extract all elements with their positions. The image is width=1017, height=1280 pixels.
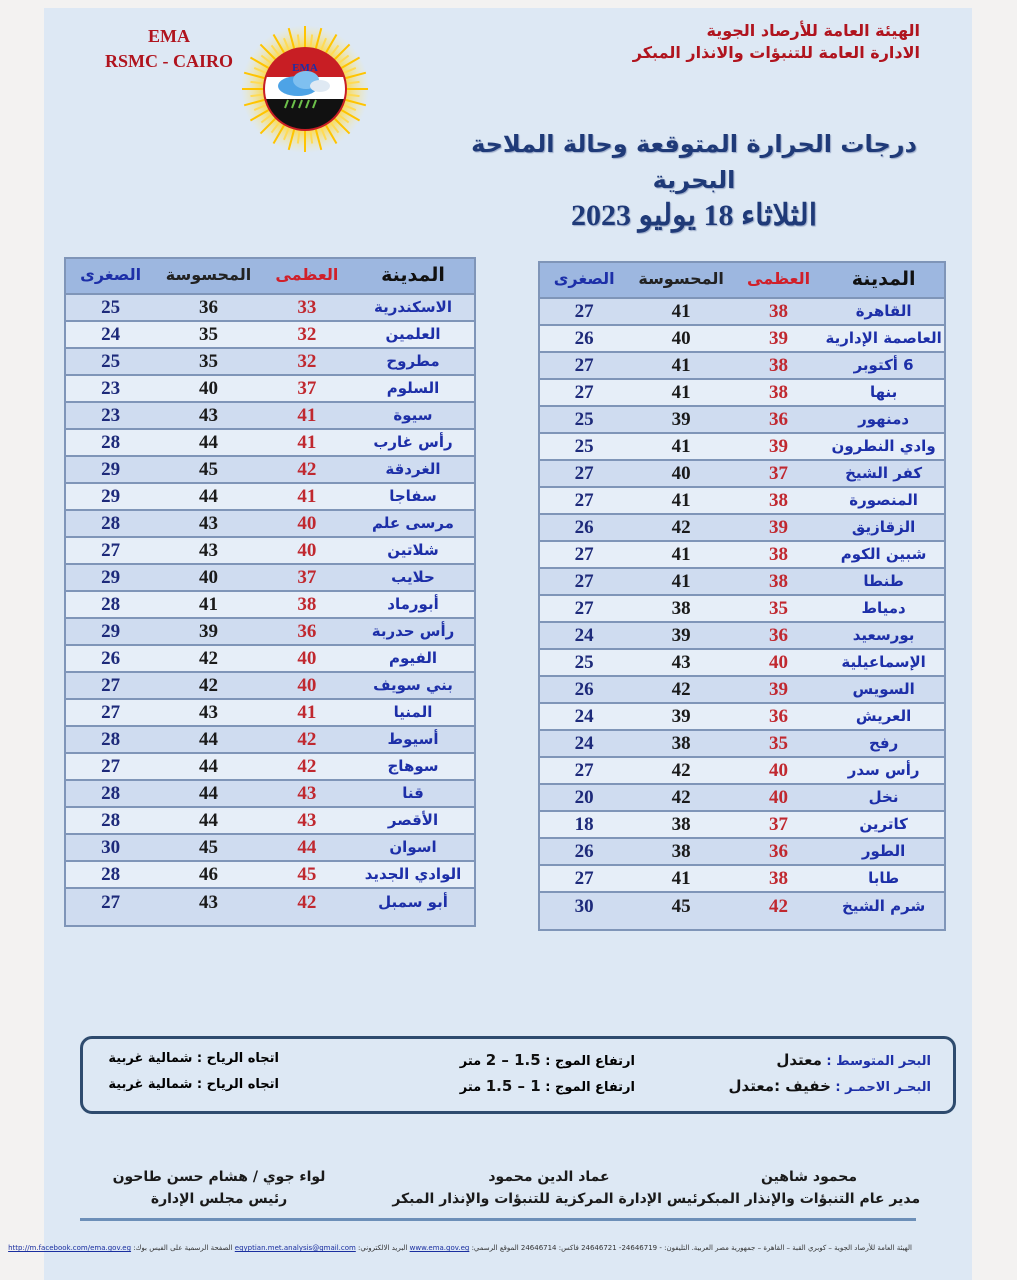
- city-cell: الغردقة: [352, 456, 475, 483]
- max-temp-cell: 40: [262, 510, 352, 537]
- city-cell: حلايب: [352, 564, 475, 591]
- min-temp-cell: 23: [65, 375, 155, 402]
- feels-like-cell: 35: [155, 348, 262, 375]
- city-cell: بورسعيد: [823, 622, 945, 649]
- table-row: [539, 406, 945, 433]
- min-temp-cell: 27: [539, 568, 628, 595]
- table-row: [539, 298, 945, 325]
- footer-contact: [8, 1244, 912, 1252]
- footer-address: الهيئة العامة للأرصاد الجوية – كوبري القبة – القاهرة – جمهورية مصر العربية. التليفون: - 24646719- 24646721 فاكس: 24646714 الموقع الرسمي:: [471, 1244, 912, 1252]
- feels-like-cell: 44: [155, 483, 262, 510]
- facebook-link[interactable]: http://m.facebook.com/ema.gov.eg: [8, 1244, 132, 1252]
- min-temp-cell: 29: [65, 483, 155, 510]
- table-row: [65, 591, 475, 618]
- min-temp-cell: 27: [65, 753, 155, 780]
- feels-like-cell: 41: [628, 568, 734, 595]
- table-row: [539, 838, 945, 865]
- min-temp-cell: 26: [539, 676, 628, 703]
- feels-like-cell: 44: [155, 807, 262, 834]
- col-max: العظمى: [262, 258, 352, 294]
- website-link[interactable]: www.ema.gov.eg: [409, 1244, 470, 1252]
- city-cell: العاصمة الإدارية: [823, 325, 945, 352]
- max-temp-cell: 35: [734, 730, 823, 757]
- feels-like-cell: 38: [628, 595, 734, 622]
- max-temp-cell: 38: [734, 865, 823, 892]
- min-temp-cell: 30: [539, 892, 628, 930]
- city-cell: الاسكندرية: [352, 294, 475, 321]
- min-temp-cell: 26: [539, 514, 628, 541]
- feels-like-cell: 42: [155, 672, 262, 699]
- feels-like-cell: 40: [628, 325, 734, 352]
- city-cell: رأس حدربة: [352, 618, 475, 645]
- city-cell: كفر الشيخ: [823, 460, 945, 487]
- signature-forecast-director: [694, 1166, 924, 1210]
- city-cell: العلمين: [352, 321, 475, 348]
- city-cell: المنيا: [352, 699, 475, 726]
- city-cell: الطور: [823, 838, 945, 865]
- city-cell: الزقازيق: [823, 514, 945, 541]
- wave-label: ارتفاع الموج :: [545, 1080, 635, 1095]
- max-temp-cell: 38: [734, 487, 823, 514]
- max-temp-cell: 40: [734, 757, 823, 784]
- table-header: [539, 262, 945, 298]
- feels-like-cell: 40: [628, 460, 734, 487]
- city-cell: رفح: [823, 730, 945, 757]
- table-row: [539, 514, 945, 541]
- table-row: [539, 379, 945, 406]
- min-temp-cell: 27: [539, 595, 628, 622]
- col-max: العظمى: [734, 262, 823, 298]
- max-temp-cell: 41: [262, 483, 352, 510]
- table-row: [539, 460, 945, 487]
- table-row: [539, 730, 945, 757]
- city-cell: المنصورة: [823, 487, 945, 514]
- min-temp-cell: 27: [539, 352, 628, 379]
- wave-unit: متر: [459, 1054, 482, 1069]
- table-row: [65, 375, 475, 402]
- max-temp-cell: 43: [262, 807, 352, 834]
- table-row: [65, 726, 475, 753]
- table-row: [539, 541, 945, 568]
- wave-value: 1.5 – 2: [485, 1051, 541, 1069]
- feels-like-cell: 41: [628, 865, 734, 892]
- max-temp-cell: 37: [734, 811, 823, 838]
- feels-like-cell: 41: [155, 591, 262, 618]
- max-temp-cell: 39: [734, 514, 823, 541]
- max-temp-cell: 36: [734, 406, 823, 433]
- feels-like-cell: 42: [628, 514, 734, 541]
- max-temp-cell: 36: [734, 838, 823, 865]
- city-cell: أسيوط: [352, 726, 475, 753]
- feels-like-cell: 41: [628, 487, 734, 514]
- feels-like-cell: 44: [155, 429, 262, 456]
- max-temp-cell: 32: [262, 321, 352, 348]
- col-min: الصغرى: [65, 258, 155, 294]
- max-temp-cell: 37: [734, 460, 823, 487]
- min-temp-cell: 25: [539, 433, 628, 460]
- min-temp-cell: 27: [539, 865, 628, 892]
- max-temp-cell: 38: [262, 591, 352, 618]
- wave-label: ارتفاع الموج :: [545, 1054, 635, 1069]
- table-row: [539, 568, 945, 595]
- min-temp-cell: 27: [539, 487, 628, 514]
- col-feels: المحسوسة: [628, 262, 734, 298]
- table-row: [539, 811, 945, 838]
- max-temp-cell: 38: [734, 541, 823, 568]
- max-temp-cell: 39: [734, 325, 823, 352]
- table-row: [539, 487, 945, 514]
- max-temp-cell: 43: [262, 780, 352, 807]
- ema-label: [84, 24, 254, 74]
- min-temp-cell: 30: [65, 834, 155, 861]
- table-row: [65, 429, 475, 456]
- min-temp-cell: 24: [539, 703, 628, 730]
- col-feels: المحسوسة: [155, 258, 262, 294]
- wave-value: 1 – 1.5: [485, 1077, 541, 1095]
- max-temp-cell: 42: [262, 456, 352, 483]
- min-temp-cell: 27: [65, 699, 155, 726]
- max-temp-cell: 42: [734, 892, 823, 930]
- wind-value: شمالية غربية: [108, 1051, 193, 1066]
- min-temp-cell: 27: [65, 888, 155, 926]
- table-row: [65, 483, 475, 510]
- wave-unit: متر: [459, 1080, 482, 1095]
- signature-board-chairman: [104, 1166, 334, 1210]
- min-temp-cell: 26: [539, 838, 628, 865]
- city-cell: شرم الشيخ: [823, 892, 945, 930]
- signature-central-admin-head: [384, 1166, 714, 1210]
- signatory-title: رئيس الإدارة المركزية للتنبؤات والإنذار المبكر: [392, 1191, 706, 1207]
- table-row: [65, 888, 475, 926]
- min-temp-cell: 28: [65, 807, 155, 834]
- min-temp-cell: 27: [65, 537, 155, 564]
- table-row: [539, 622, 945, 649]
- max-temp-cell: 38: [734, 568, 823, 595]
- city-cell: طابا: [823, 865, 945, 892]
- table-row: [539, 757, 945, 784]
- feels-like-cell: 41: [628, 298, 734, 325]
- table-row: [539, 595, 945, 622]
- table-row: [65, 780, 475, 807]
- city-cell: اسوان: [352, 834, 475, 861]
- min-temp-cell: 25: [65, 348, 155, 375]
- feels-like-cell: 44: [155, 780, 262, 807]
- table-row: [65, 321, 475, 348]
- email-label: البريد الالكتروني:: [358, 1244, 408, 1252]
- city-cell: السلوم: [352, 375, 475, 402]
- col-city: المدينة: [823, 262, 945, 298]
- max-temp-cell: 38: [734, 352, 823, 379]
- signatory-title: مدير عام التنبؤات والإنذار المبكر: [697, 1191, 921, 1207]
- min-temp-cell: 28: [65, 780, 155, 807]
- feels-like-cell: 43: [628, 649, 734, 676]
- max-temp-cell: 38: [734, 298, 823, 325]
- city-cell: كاترين: [823, 811, 945, 838]
- table-row: [65, 294, 475, 321]
- max-temp-cell: 38: [734, 379, 823, 406]
- ema-logo: [240, 24, 370, 154]
- table-row: [65, 861, 475, 888]
- table-row: [539, 325, 945, 352]
- signatory-name: عماد الدين محمود: [488, 1169, 610, 1185]
- table-row: [539, 352, 945, 379]
- sea-label: البحر المتوسط: [836, 1054, 931, 1069]
- feels-like-cell: 38: [628, 811, 734, 838]
- max-temp-cell: 36: [262, 618, 352, 645]
- wind-value: شمالية غربية: [108, 1077, 193, 1092]
- feels-like-cell: 44: [155, 753, 262, 780]
- table-row: [65, 645, 475, 672]
- feels-like-cell: 39: [628, 406, 734, 433]
- min-temp-cell: 28: [65, 591, 155, 618]
- city-cell: الوادي الجديد: [352, 861, 475, 888]
- city-cell: القاهرة: [823, 298, 945, 325]
- signatory-name: لواء جوي / هشام حسن طاحون: [112, 1169, 326, 1185]
- table-row: [65, 699, 475, 726]
- min-temp-cell: 28: [65, 726, 155, 753]
- min-temp-cell: 28: [65, 861, 155, 888]
- table-row: [65, 672, 475, 699]
- table-row: [65, 618, 475, 645]
- table-row: [539, 676, 945, 703]
- table-row: [65, 564, 475, 591]
- min-temp-cell: 27: [539, 379, 628, 406]
- max-temp-cell: 33: [262, 294, 352, 321]
- min-temp-cell: 25: [539, 649, 628, 676]
- city-cell: 6 أكتوبر: [823, 352, 945, 379]
- table-row: [539, 784, 945, 811]
- max-temp-cell: 39: [734, 676, 823, 703]
- min-temp-cell: 29: [65, 456, 155, 483]
- table-row: [539, 892, 945, 930]
- max-temp-cell: 44: [262, 834, 352, 861]
- feels-like-cell: 38: [628, 838, 734, 865]
- table-row: [539, 703, 945, 730]
- city-cell: الإسماعيلية: [823, 649, 945, 676]
- feels-like-cell: 35: [155, 321, 262, 348]
- min-temp-cell: 20: [539, 784, 628, 811]
- table-row: [539, 865, 945, 892]
- feels-like-cell: 45: [155, 834, 262, 861]
- max-temp-cell: 36: [734, 703, 823, 730]
- feels-like-cell: 38: [628, 730, 734, 757]
- max-temp-cell: 40: [734, 649, 823, 676]
- feels-like-cell: 36: [155, 294, 262, 321]
- sea-state: معتدل: [776, 1051, 822, 1069]
- city-cell: سيوة: [352, 402, 475, 429]
- feels-like-cell: 43: [155, 537, 262, 564]
- city-cell: شبين الكوم: [823, 541, 945, 568]
- footer-divider: [80, 1218, 916, 1221]
- feels-like-cell: 41: [628, 541, 734, 568]
- feels-like-cell: 43: [155, 402, 262, 429]
- city-cell: سفاجا: [352, 483, 475, 510]
- max-temp-cell: 41: [262, 699, 352, 726]
- city-cell: بني سويف: [352, 672, 475, 699]
- city-cell: مطروح: [352, 348, 475, 375]
- wind-label: اتجاه الرياح :: [196, 1051, 279, 1066]
- signatory-name: محمود شاهين: [760, 1169, 858, 1185]
- min-temp-cell: 25: [65, 294, 155, 321]
- max-temp-cell: 42: [262, 888, 352, 926]
- min-temp-cell: 26: [65, 645, 155, 672]
- city-cell: السويس: [823, 676, 945, 703]
- min-temp-cell: 25: [539, 406, 628, 433]
- min-temp-cell: 24: [539, 730, 628, 757]
- city-cell: أبورماد: [352, 591, 475, 618]
- max-temp-cell: 35: [734, 595, 823, 622]
- feels-like-cell: 43: [155, 699, 262, 726]
- logo-text: EMA: [292, 62, 318, 74]
- min-temp-cell: 28: [65, 510, 155, 537]
- city-cell: وادي النطرون: [823, 433, 945, 460]
- feels-like-cell: 44: [155, 726, 262, 753]
- signatory-title: رئيس مجلس الإدارة: [150, 1191, 288, 1207]
- min-temp-cell: 29: [65, 564, 155, 591]
- col-min: الصغرى: [539, 262, 628, 298]
- min-temp-cell: 27: [539, 757, 628, 784]
- max-temp-cell: 37: [262, 375, 352, 402]
- forecast-title: [464, 126, 924, 234]
- min-temp-cell: 24: [65, 321, 155, 348]
- feels-like-cell: 40: [155, 375, 262, 402]
- ema-abbr: EMA: [148, 26, 190, 46]
- email-link[interactable]: egyptian.met.analysis@gmail.com: [234, 1244, 356, 1252]
- max-temp-cell: 42: [262, 753, 352, 780]
- city-cell: سوهاج: [352, 753, 475, 780]
- wind-label: اتجاه الرياح :: [196, 1077, 279, 1092]
- table-row: [65, 348, 475, 375]
- max-temp-cell: 39: [734, 433, 823, 460]
- max-temp-cell: 36: [734, 622, 823, 649]
- max-temp-cell: 37: [262, 564, 352, 591]
- city-cell: قنا: [352, 780, 475, 807]
- feels-like-cell: 39: [155, 618, 262, 645]
- forecast-date: الثلاثاء 18 يوليو 2023: [570, 199, 818, 232]
- city-cell: العريش: [823, 703, 945, 730]
- min-temp-cell: 28: [65, 429, 155, 456]
- city-cell: رأس غارب: [352, 429, 475, 456]
- temperature-table-right: [538, 261, 946, 931]
- city-cell: الفيوم: [352, 645, 475, 672]
- city-cell: رأس سدر: [823, 757, 945, 784]
- forecast-document: [8, 8, 972, 1280]
- max-temp-cell: 40: [262, 537, 352, 564]
- sea-state-box: [80, 1036, 956, 1114]
- feels-like-cell: 46: [155, 861, 262, 888]
- table-row: [65, 456, 475, 483]
- feels-like-cell: 41: [628, 379, 734, 406]
- table-row: [65, 807, 475, 834]
- table-row: [65, 402, 475, 429]
- max-temp-cell: 32: [262, 348, 352, 375]
- feels-like-cell: 39: [628, 703, 734, 730]
- sea-state: خفيف :معتدل: [728, 1077, 831, 1095]
- feels-like-cell: 43: [155, 510, 262, 537]
- temperature-table-left: [64, 257, 476, 927]
- city-cell: بنها: [823, 379, 945, 406]
- min-temp-cell: 27: [539, 460, 628, 487]
- min-temp-cell: 27: [539, 541, 628, 568]
- feels-like-cell: 42: [628, 784, 734, 811]
- city-cell: دمياط: [823, 595, 945, 622]
- feels-like-cell: 43: [155, 888, 262, 926]
- feels-like-cell: 42: [628, 676, 734, 703]
- min-temp-cell: 23: [65, 402, 155, 429]
- city-cell: الأقصر: [352, 807, 475, 834]
- feels-like-cell: 45: [155, 456, 262, 483]
- table-row: [65, 834, 475, 861]
- table-row: [65, 753, 475, 780]
- org-department: الادارة العامة للتنبؤات والانذار المبكر: [632, 43, 920, 62]
- org-name: الهيئة العامة للأرصاد الجوية: [706, 21, 920, 40]
- organization-header: [633, 20, 920, 64]
- min-temp-cell: 29: [65, 618, 155, 645]
- feels-like-cell: 42: [628, 757, 734, 784]
- max-temp-cell: 40: [734, 784, 823, 811]
- table-header: [65, 258, 475, 294]
- table-row: [65, 510, 475, 537]
- sea-row-red-sea: البحـر الاحمـر : خفيف :معتدل ارتفاع الموج : 1 – 1.5 متر اتجاه الرياح : شمالية غربية: [108, 1077, 931, 1095]
- city-cell: مرسى علم: [352, 510, 475, 537]
- min-temp-cell: 27: [65, 672, 155, 699]
- city-cell: نخل: [823, 784, 945, 811]
- max-temp-cell: 40: [262, 645, 352, 672]
- facebook-label: الصفحة الرسمية على الفيس بوك:: [133, 1244, 233, 1252]
- feels-like-cell: 41: [628, 433, 734, 460]
- feels-like-cell: 41: [628, 352, 734, 379]
- col-city: المدينة: [352, 258, 475, 294]
- sea-label: البحـر الاحمـر: [845, 1080, 931, 1095]
- city-cell: شلاتين: [352, 537, 475, 564]
- sea-row-mediterranean: البحر المتوسط : معتدل ارتفاع الموج : 1.5 – 2 متر اتجاه الرياح : شمالية غربية: [108, 1051, 931, 1069]
- table-row: [539, 433, 945, 460]
- max-temp-cell: 41: [262, 402, 352, 429]
- city-cell: أبو سمبل: [352, 888, 475, 926]
- feels-like-cell: 39: [628, 622, 734, 649]
- title-text: درجات الحرارة المتوقعة وحالة الملاحة البحرية: [471, 130, 917, 194]
- feels-like-cell: 45: [628, 892, 734, 930]
- min-temp-cell: 24: [539, 622, 628, 649]
- max-temp-cell: 41: [262, 429, 352, 456]
- min-temp-cell: 26: [539, 325, 628, 352]
- sun-logo-icon: [240, 24, 370, 154]
- city-cell: طنطا: [823, 568, 945, 595]
- feels-like-cell: 40: [155, 564, 262, 591]
- rsmc-label: RSMC - CAIRO: [105, 51, 233, 71]
- min-temp-cell: 18: [539, 811, 628, 838]
- max-temp-cell: 45: [262, 861, 352, 888]
- table-row: [65, 537, 475, 564]
- min-temp-cell: 27: [539, 298, 628, 325]
- feels-like-cell: 42: [155, 645, 262, 672]
- city-cell: دمنهور: [823, 406, 945, 433]
- table-row: [539, 649, 945, 676]
- max-temp-cell: 40: [262, 672, 352, 699]
- max-temp-cell: 42: [262, 726, 352, 753]
